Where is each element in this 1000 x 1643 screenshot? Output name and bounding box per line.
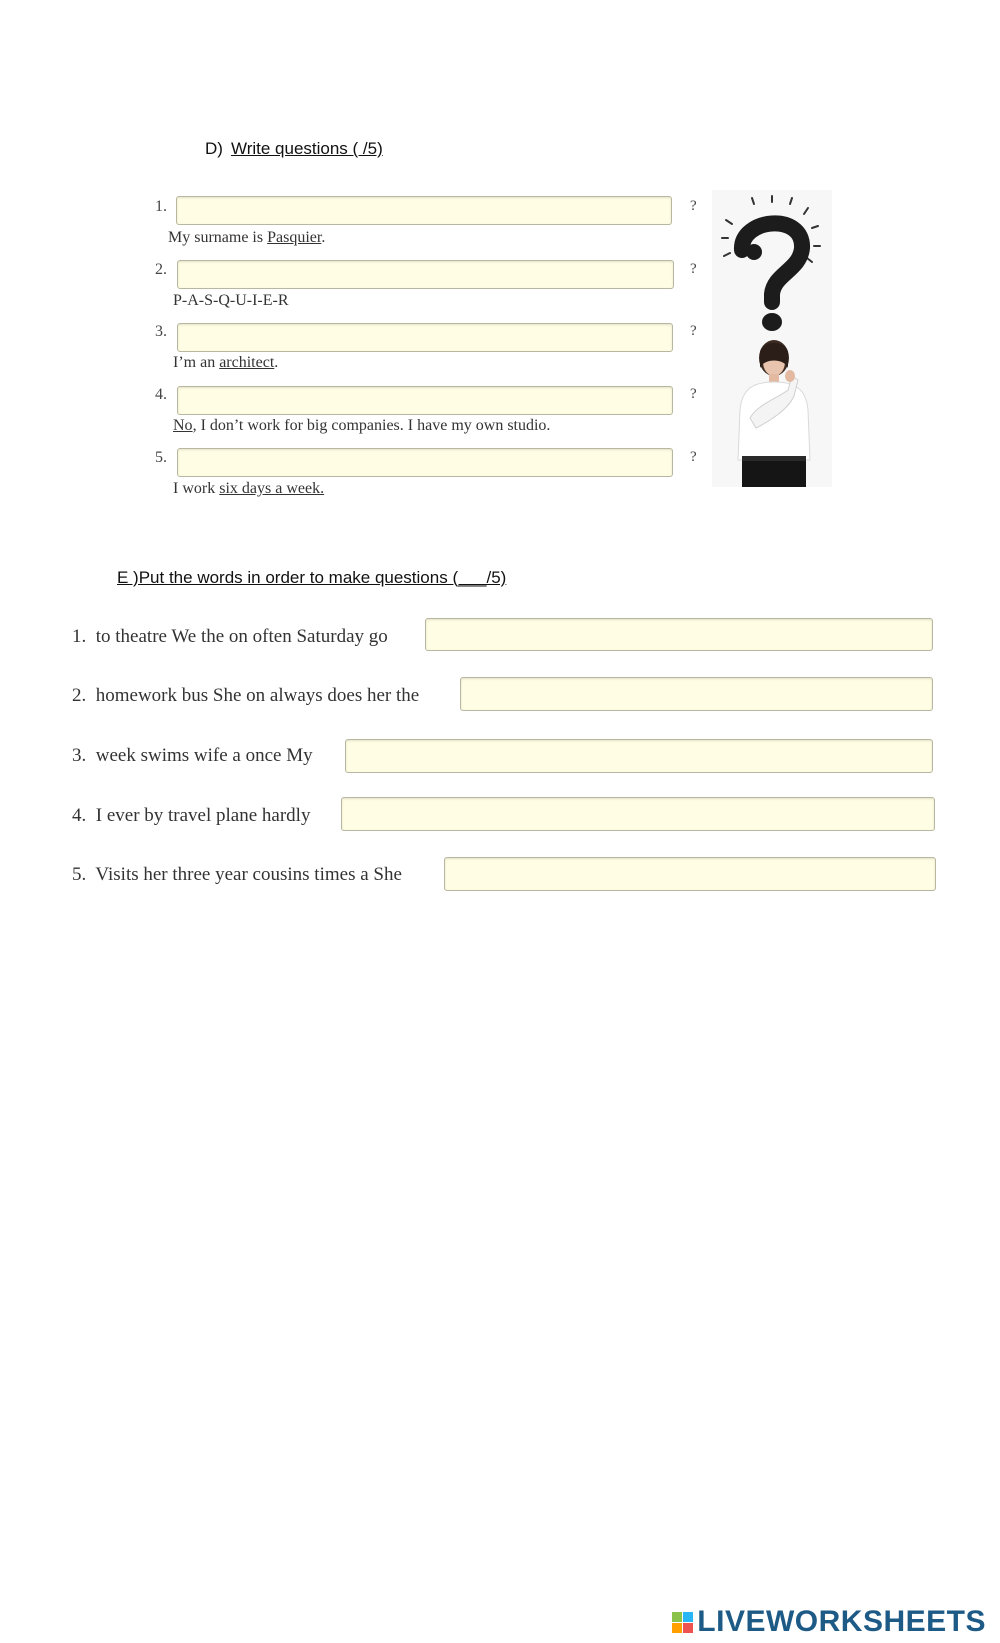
e-item-number: 2. bbox=[72, 685, 87, 706]
e-item-number: 4. bbox=[72, 805, 87, 826]
d-answer-field-1[interactable] bbox=[176, 196, 672, 225]
e-item-number: 5. bbox=[72, 864, 87, 885]
e-item-3 bbox=[72, 745, 313, 767]
logo-square bbox=[683, 1623, 693, 1633]
d-given-answer-1 bbox=[168, 229, 325, 247]
e-item-words: homework bus She on always does her the bbox=[95, 685, 420, 706]
d-item-number: 5. bbox=[155, 449, 167, 466]
d-given-answer-3 bbox=[173, 354, 278, 372]
liveworksheets-logo bbox=[672, 1605, 986, 1639]
logo-square bbox=[683, 1612, 693, 1622]
d-item-number: 1. bbox=[155, 198, 167, 215]
question-mark: ? bbox=[690, 323, 697, 339]
e-item-2 bbox=[72, 685, 419, 707]
d-given-answer-4 bbox=[173, 417, 550, 435]
question-mark: ? bbox=[690, 449, 697, 465]
e-item-words: Visits her three year cousins times a She bbox=[95, 864, 402, 885]
answer-underlined: No bbox=[173, 417, 193, 434]
d-item-number: 4. bbox=[155, 386, 167, 403]
d-given-answer-2 bbox=[173, 292, 289, 310]
e-item-words: I ever by travel plane hardly bbox=[95, 805, 311, 826]
d-item-number: 3. bbox=[155, 323, 167, 340]
e-answer-field-2[interactable] bbox=[460, 677, 933, 711]
thinking-woman-illustration bbox=[712, 190, 832, 487]
section-e-title: E )Put the words in order to make questions (___/5) bbox=[117, 568, 507, 587]
d-answer-field-2[interactable] bbox=[177, 260, 674, 289]
d-answer-field-5[interactable] bbox=[177, 448, 673, 477]
e-answer-field-4[interactable] bbox=[341, 797, 935, 831]
e-answer-field-5[interactable] bbox=[444, 857, 936, 891]
d-given-answer-5 bbox=[173, 480, 324, 498]
d-answer-field-4[interactable] bbox=[177, 386, 673, 415]
e-item-4 bbox=[72, 805, 310, 827]
e-item-words: to theatre We the on often Saturday go bbox=[95, 626, 388, 647]
d-item-number: 2. bbox=[155, 261, 167, 278]
answer-underlined: Pasquier bbox=[267, 229, 322, 246]
answer-text: P-A-S-Q-U-I-E-R bbox=[173, 292, 289, 309]
answer-underlined: architect bbox=[219, 354, 275, 371]
question-mark: ? bbox=[690, 198, 697, 214]
logo-square bbox=[672, 1612, 682, 1622]
e-item-5 bbox=[72, 864, 402, 886]
answer-text: I work bbox=[173, 480, 220, 497]
answer-text: I’m an bbox=[173, 354, 220, 371]
answer-underlined: six days a week. bbox=[219, 480, 325, 497]
logo-text: LIVEWORKSHEETS bbox=[697, 1605, 986, 1638]
e-item-words: week swims wife a once My bbox=[95, 745, 313, 766]
e-answer-field-1[interactable] bbox=[425, 618, 933, 651]
answer-text: , I don’t work for big companies. I have my own studio. bbox=[192, 417, 551, 434]
section-d-title: Write questions ( /5) bbox=[230, 139, 383, 158]
section-d-heading bbox=[205, 139, 383, 159]
question-mark: ? bbox=[690, 261, 697, 277]
question-mark-woman-icon bbox=[712, 190, 832, 487]
logo-square bbox=[672, 1623, 682, 1633]
d-answer-field-3[interactable] bbox=[177, 323, 673, 352]
answer-text: My surname is bbox=[168, 229, 268, 246]
answer-text: . bbox=[274, 354, 279, 371]
question-mark: ? bbox=[690, 386, 697, 402]
e-answer-field-3[interactable] bbox=[345, 739, 933, 773]
logo-squares-icon bbox=[672, 1612, 693, 1633]
section-d-letter: D) bbox=[205, 139, 223, 158]
e-item-number: 3. bbox=[72, 745, 87, 766]
e-item-number: 1. bbox=[72, 626, 87, 647]
e-item-1 bbox=[72, 626, 388, 648]
answer-text: . bbox=[321, 229, 326, 246]
